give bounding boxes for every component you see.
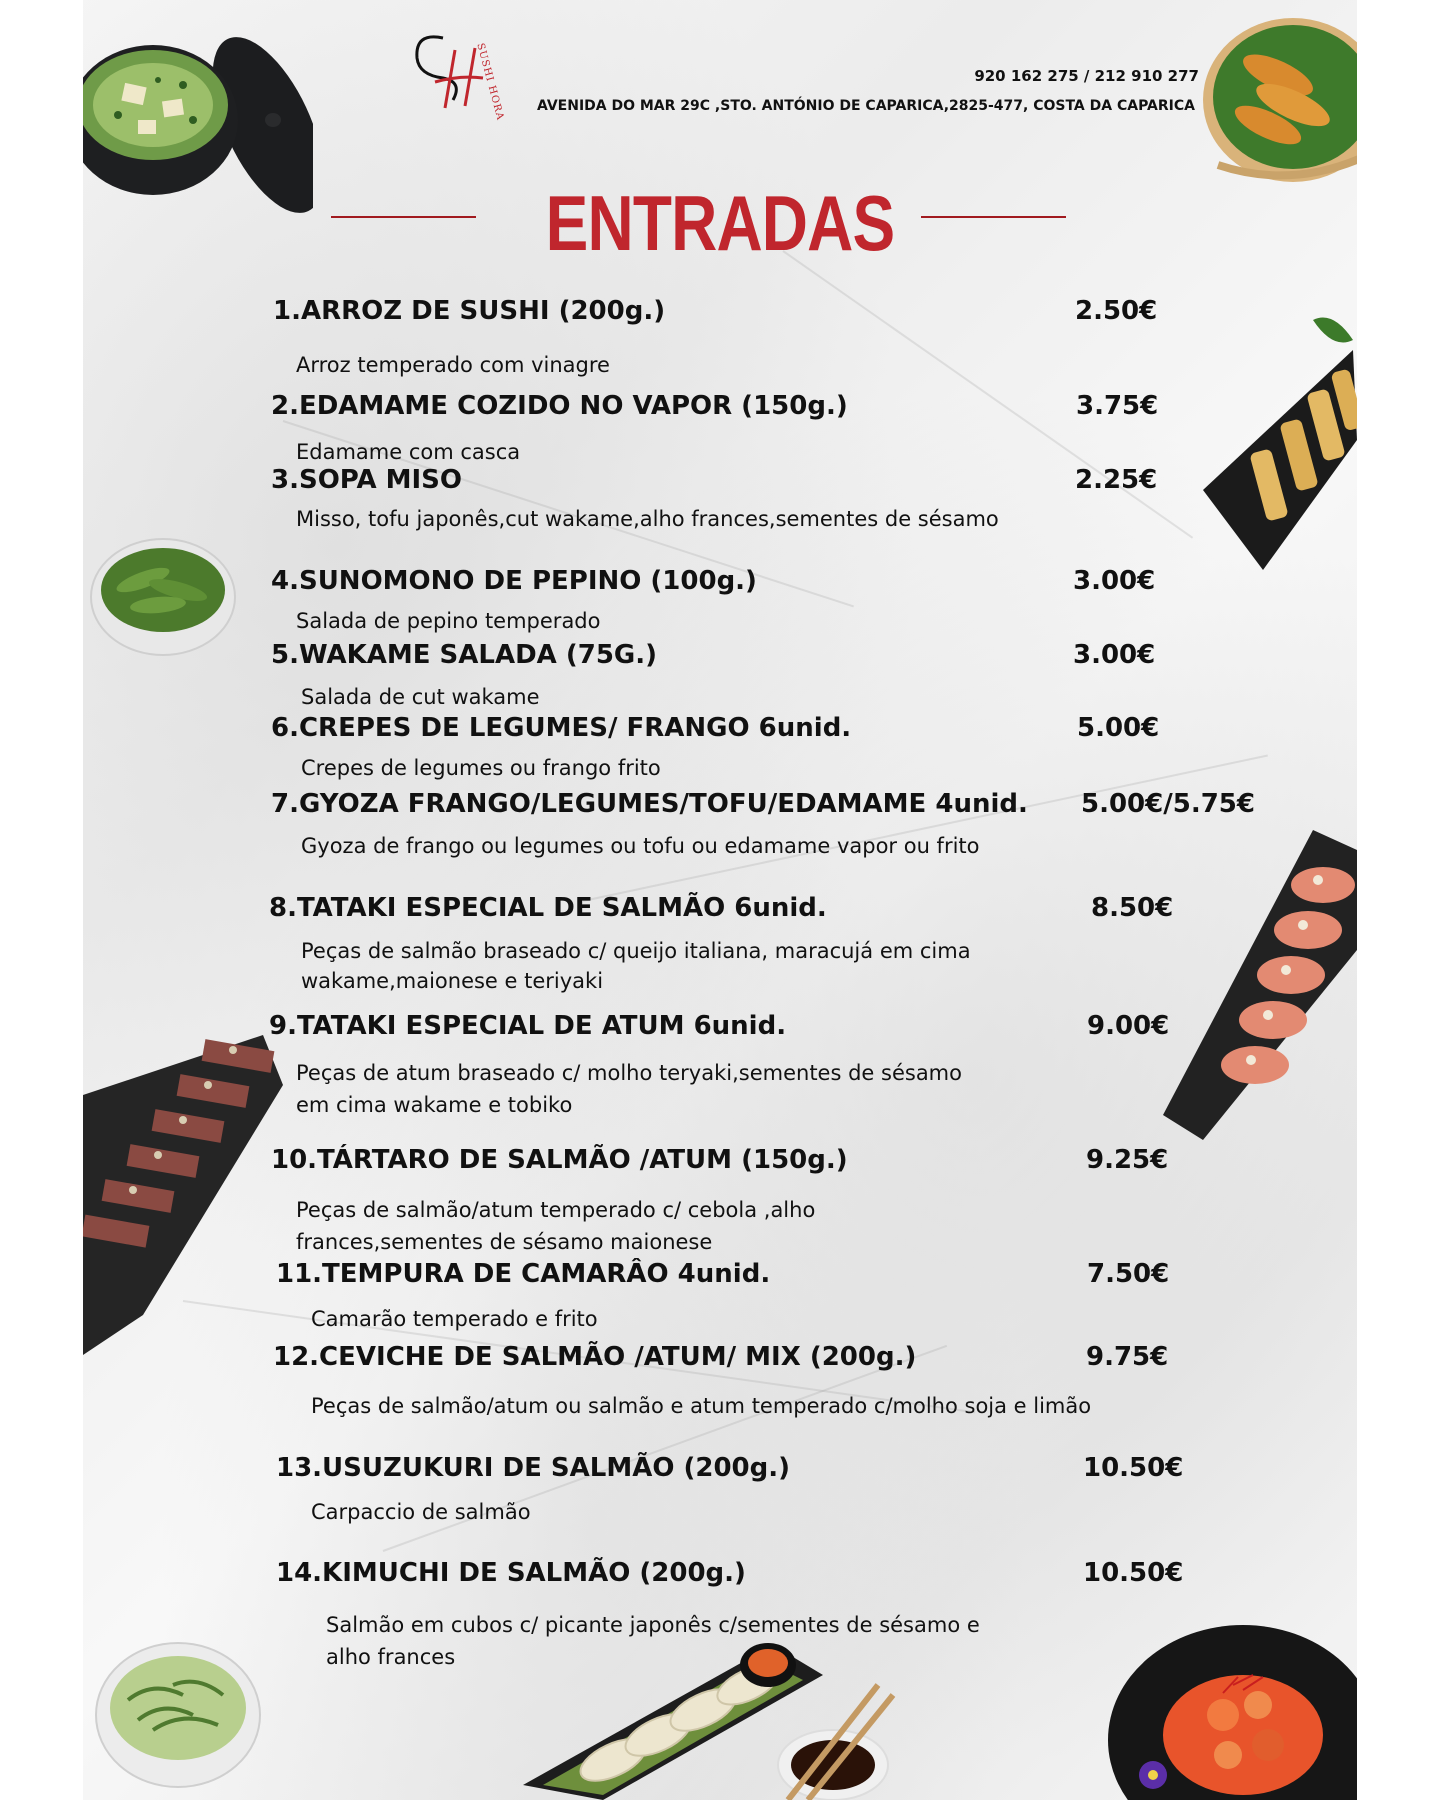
phone-numbers: 920 162 275 / 212 910 277 — [974, 67, 1199, 85]
item-description: Peças de salmão braseado c/ queijo italiana, maracujá em cima — [301, 939, 971, 963]
gyoza-plate-photo — [523, 1635, 943, 1800]
item-price: 9.00€ — [1087, 1011, 1170, 1041]
item-name: 12.CEVICHE DE SALMÃO /ATUM/ MIX (200g.) — [273, 1342, 917, 1372]
item-name: 11.TEMPURA DE CAMARÂO 4unid. — [276, 1259, 771, 1289]
item-name: 10.TÁRTARO DE SALMÃO /ATUM (150g.) — [271, 1145, 848, 1175]
item-description: Gyoza de frango ou legumes ou tofu ou edamame vapor ou frito — [301, 834, 980, 858]
item-description: alho frances — [326, 1645, 456, 1669]
item-price: 3.75€ — [1076, 391, 1159, 421]
item-description: Salada de cut wakame — [301, 685, 540, 709]
item-name: 13.USUZUKURI DE SALMÃO (200g.) — [276, 1453, 791, 1483]
salmon-ceviche-bowl-photo — [1093, 1615, 1357, 1800]
item-price: 9.25€ — [1086, 1145, 1169, 1175]
item-description: Misso, tofu japonês,cut wakame,alho frances,sementes de sésamo — [296, 507, 999, 531]
item-description: Crepes de legumes ou frango frito — [301, 756, 661, 780]
item-name: 7.GYOZA FRANGO/LEGUMES/TOFU/EDAMAME 4unid. — [271, 789, 1028, 819]
item-description: Peças de atum braseado c/ molho teryaki,sementes de sésamo — [296, 1061, 962, 1085]
item-description: wakame,maionese e teriyaki — [301, 969, 604, 993]
item-name: 9.TATAKI ESPECIAL DE ATUM 6unid. — [269, 1011, 787, 1041]
item-name: 3.SOPA MISO — [271, 465, 463, 495]
item-price: 5.00€/5.75€ — [1081, 789, 1255, 819]
item-name: 4.SUNOMONO DE PEPINO (100g.) — [271, 566, 757, 596]
logo-text: SUSHI HORA — [474, 42, 506, 122]
item-price: 10.50€ — [1083, 1453, 1184, 1483]
spring-rolls-plate-photo — [1203, 310, 1357, 570]
item-price: 10.50€ — [1083, 1558, 1184, 1588]
item-price: 9.75€ — [1086, 1342, 1169, 1372]
item-price: 5.00€ — [1077, 713, 1160, 743]
cucumber-salad-bowl-photo — [93, 1640, 263, 1790]
item-price: 7.50€ — [1087, 1259, 1170, 1289]
item-description: Camarão temperado e frito — [311, 1307, 598, 1331]
section-title: ENTRADAS — [545, 179, 895, 267]
item-description: Salada de pepino temperado — [296, 609, 601, 633]
item-price: 3.00€ — [1073, 566, 1156, 596]
item-name: 2.EDAMAME COZIDO NO VAPOR (150g.) — [271, 391, 848, 421]
item-name: 14.KIMUCHI DE SALMÃO (200g.) — [276, 1558, 746, 1588]
menu-page — [83, 0, 1357, 1800]
item-name: 1.ARROZ DE SUSHI (200g.) — [273, 296, 666, 326]
tuna-tataki-plate-photo — [83, 1025, 283, 1355]
item-description: Arroz temperado com vinagre — [296, 353, 610, 377]
item-name: 6.CREPES DE LEGUMES/ FRANGO 6unid. — [271, 713, 852, 743]
item-name: 5.WAKAME SALADA (75G.) — [271, 640, 658, 670]
item-description: Edamame com casca — [296, 440, 521, 464]
item-description: frances,sementes de sésamo maionese — [296, 1230, 713, 1254]
edamame-bowl-photo — [88, 535, 238, 660]
fried-shrimp-basket-photo — [1198, 15, 1357, 185]
item-description: Salmão em cubos c/ picante japonês c/sementes de sésamo e — [326, 1613, 980, 1637]
item-name: 8.TATAKI ESPECIAL DE SALMÃO 6unid. — [269, 893, 827, 923]
item-price: 2.25€ — [1075, 465, 1158, 495]
item-price: 8.50€ — [1091, 893, 1174, 923]
salmon-tataki-plate-photo — [1163, 830, 1357, 1140]
address: AVENIDA DO MAR 29C ,STO. ANTÓNIO DE CAPARICA,2825-477, COSTA DA CAPARICA — [536, 98, 1195, 114]
item-price: 2.50€ — [1075, 296, 1158, 326]
item-description: Peças de salmão/atum ou salmão e atum temperado c/molho soja e limão — [311, 1394, 1092, 1418]
item-price: 3.00€ — [1073, 640, 1156, 670]
item-description: em cima wakame e tobiko — [296, 1093, 573, 1117]
item-description: Carpaccio de salmão — [311, 1500, 531, 1524]
item-description: Peças de salmão/atum temperado c/ cebola ,alho — [296, 1198, 816, 1222]
